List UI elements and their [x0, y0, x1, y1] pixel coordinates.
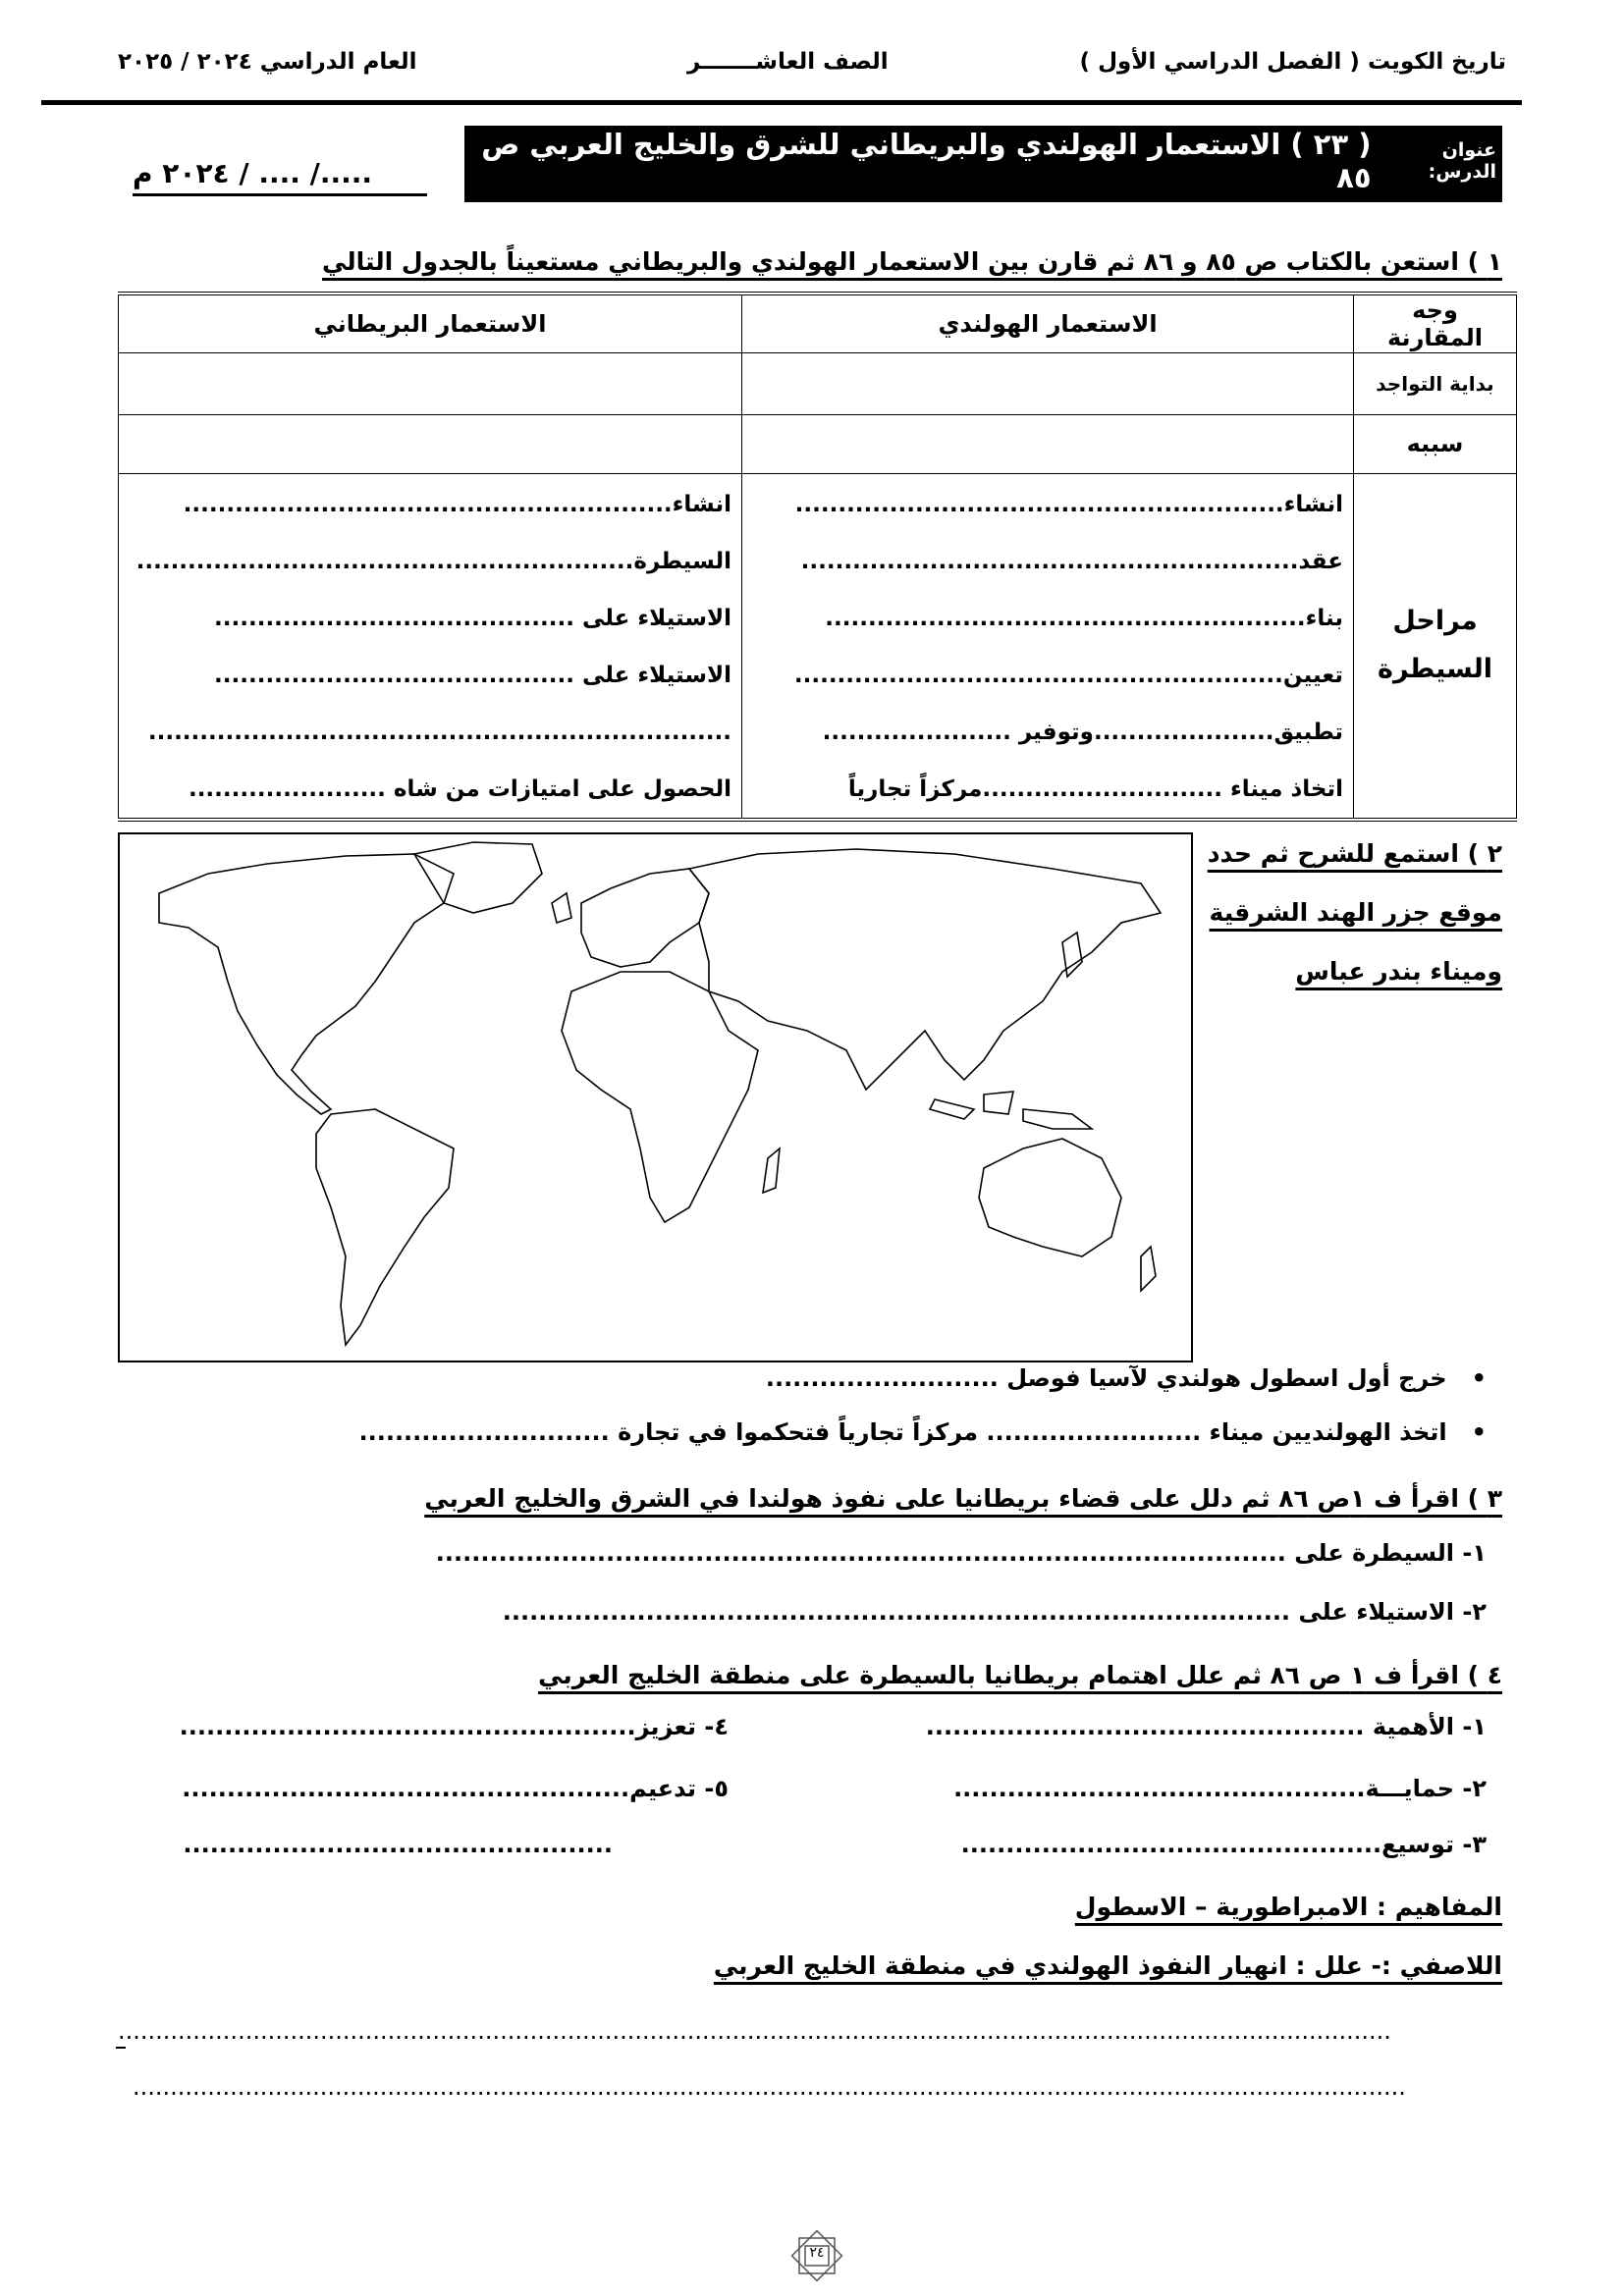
bullet-item[interactable]: • خرج أول اسطول هولندي لآسيا فوصل ..........................	[765, 1364, 1487, 1392]
concepts: المفاهيم : الامبراطورية – الاسطول	[1074, 1893, 1502, 1921]
british-stage[interactable]: انشاء.........................................................	[183, 491, 731, 517]
subject-header: تاريخ الكويت ( الفصل الدراسي الأول )	[1079, 49, 1506, 75]
header-rule	[41, 100, 1522, 105]
dutch-stage[interactable]: اتخاذ ميناء ............................مركزاً تجارياً	[847, 775, 1343, 802]
q2-line1: موقع جزر الهند الشرقية	[1209, 898, 1502, 927]
dutch-stage[interactable]: عقد..........................................................	[800, 548, 1343, 574]
lesson-date-field[interactable]: ...../ .... / ٢٠٢٤ م	[133, 157, 427, 196]
dutch-stage[interactable]: انشاء.........................................................	[794, 491, 1343, 517]
lesson-title-label: عنوان الدرس:	[1428, 139, 1496, 183]
bullet-item[interactable]: • اتخذ الهولنديين ميناء ........................ مركزاً تجارياً فتحكموا في تجارة ............................	[358, 1418, 1487, 1446]
british-stage[interactable]: الاستيلاء على ..........................................	[214, 605, 731, 631]
british-stage[interactable]: الاستيلاء على ..........................................	[214, 662, 731, 688]
world-map-outline	[120, 834, 1191, 1361]
q4-item[interactable]: ٥- تدعيم..................................................	[182, 1775, 729, 1802]
header-criteria: وجه المقارنة	[1354, 294, 1517, 352]
british-stage[interactable]: الحصول على امتيازات من شاه .......................	[188, 775, 731, 802]
page-number-badge	[785, 2228, 848, 2283]
lesson-title: ( ٢٣ ) الاستعمار الهولندي والبريطاني للشرق والخليج العربي ص ٨٥	[481, 128, 1372, 194]
bullet-dot-icon: •	[1446, 1364, 1487, 1392]
row-label-reason: سببه	[1354, 414, 1517, 473]
grade-header: الصف العاشـــــــر	[687, 49, 889, 75]
q3-prompt: ٣ ) اقرأ ف ١ص ٨٦ ثم دلل على قضاء بريطانيا على نفوذ هولندا في الشرق والخليج العربي	[424, 1484, 1502, 1513]
q2-line2: وميناء بندر عباس	[1295, 957, 1502, 986]
q4-item[interactable]: ٢- حمايـــة..............................................	[953, 1775, 1487, 1802]
british-reason-cell[interactable]	[119, 414, 742, 473]
table-row	[119, 473, 1517, 820]
table-row	[119, 414, 1517, 473]
q4-item[interactable]: ١- الأهمية .................................................	[925, 1713, 1487, 1740]
british-stage[interactable]: ....................................................................	[147, 719, 731, 745]
answer-line[interactable]: ..........................................................................................................................................................................	[133, 2073, 1406, 2101]
table-header-row	[119, 294, 1517, 352]
q3-item[interactable]: ١- السيطرة على ...............................................................................................	[435, 1539, 1487, 1567]
page-number: ٢٤	[809, 2245, 825, 2261]
q4-item[interactable]: ................................................	[183, 1831, 613, 1858]
british-stages-cell[interactable]	[119, 473, 742, 820]
q4-item[interactable]: ٤- تعزيز...................................................	[179, 1713, 729, 1740]
dutch-stage[interactable]: بناء........................................................	[825, 605, 1343, 631]
q2-prompt: ٢ ) استمع للشرح ثم حدد	[1207, 839, 1502, 868]
q3-item[interactable]: ٢- الاستيلاء على ........................................................................................	[502, 1598, 1487, 1626]
row-label-start: بداية التواجد	[1354, 352, 1517, 414]
header-dutch: الاستعمار الهولندي	[742, 294, 1354, 352]
dutch-reason-cell[interactable]	[742, 414, 1354, 473]
dutch-stages-cell[interactable]	[742, 473, 1354, 820]
stray-dash	[116, 2047, 126, 2049]
british-start-cell[interactable]	[119, 352, 742, 414]
british-stage[interactable]: السيطرة..........................................................	[135, 548, 731, 574]
table-row	[119, 352, 1517, 414]
q1-prompt: ١ ) استعن بالكتاب ص ٨٥ و ٨٦ ثم قارن بين الاستعمار الهولندي والبريطاني مستعيناً بالجدول التالي	[321, 247, 1502, 276]
answer-line[interactable]: ..........................................................................................................................................................................	[118, 2017, 1391, 2045]
year-header: العام الدراسي ٢٠٢٤ / ٢٠٢٥	[118, 49, 417, 75]
dutch-stage[interactable]: تعيين.........................................................	[793, 662, 1343, 688]
dutch-stage[interactable]: تطبيق.....................وتوفير ......................	[822, 719, 1343, 745]
extracurricular-question: اللاصفي :- علل : انهيار النفوذ الهولندي في منطقة الخليج العربي	[713, 1951, 1502, 1980]
header-british: الاستعمار البريطاني	[119, 294, 742, 352]
world-map[interactable]	[118, 832, 1193, 1362]
dutch-start-cell[interactable]	[742, 352, 1354, 414]
row-label-stages: مراحل السيطرة	[1354, 473, 1517, 820]
q4-prompt: ٤ ) اقرأ ف ١ ص ٨٦ ثم علل اهتمام بريطانيا بالسيطرة على منطقة الخليج العربي	[538, 1661, 1502, 1689]
bullet-dot-icon: •	[1446, 1418, 1487, 1446]
q4-item[interactable]: ٣- توسيع...............................................	[960, 1831, 1487, 1858]
lesson-title-box	[464, 126, 1502, 202]
comparison-table	[118, 292, 1517, 822]
